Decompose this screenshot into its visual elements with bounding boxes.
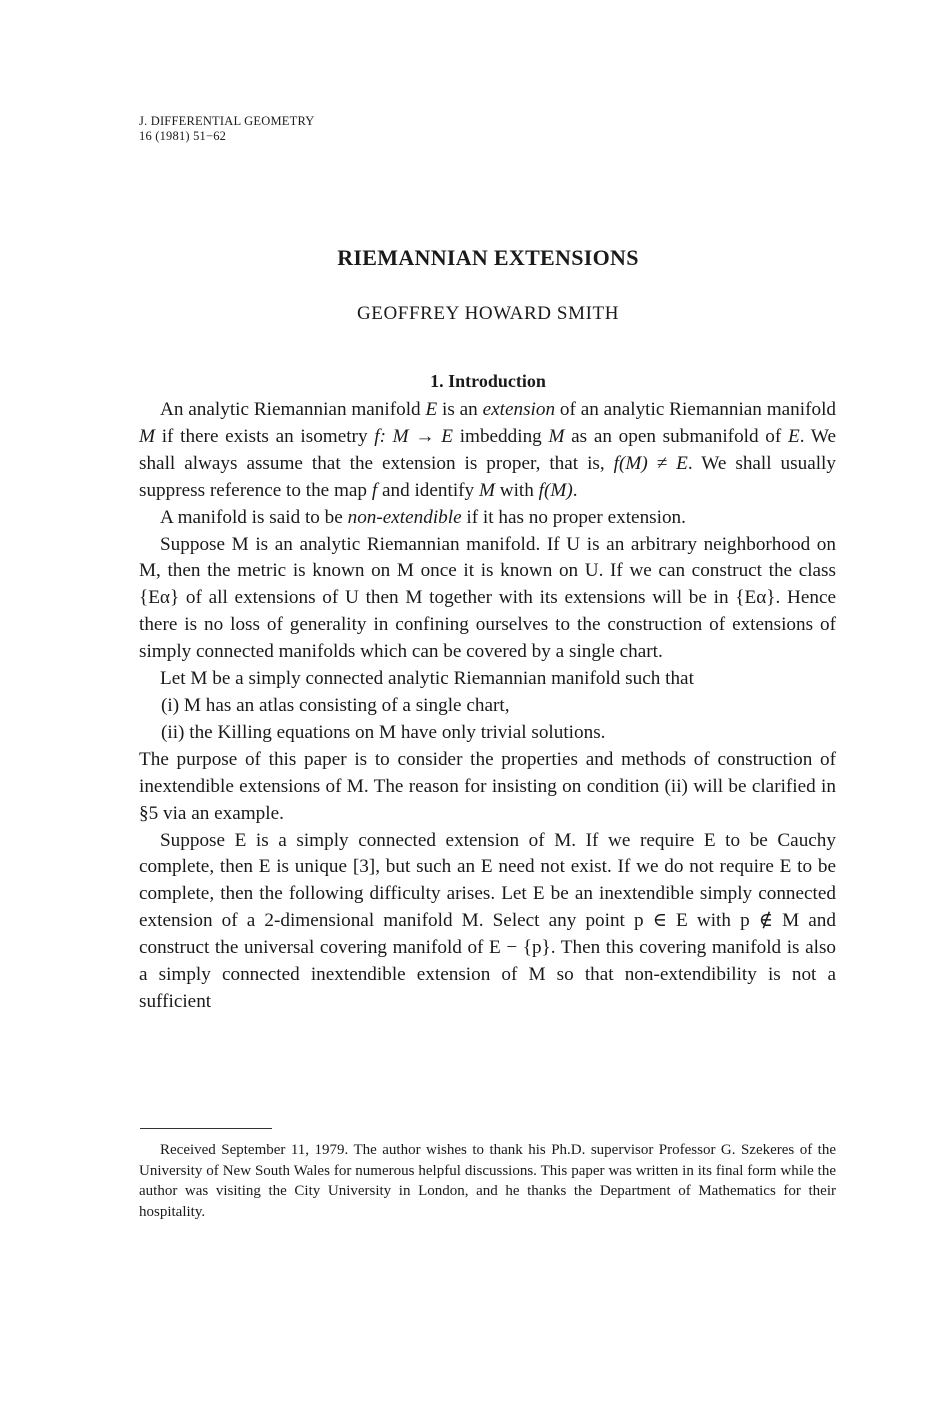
paragraph-1: An analytic Riemannian manifold E is an extension of an analytic Riemannian manifold M if there exists an isometry f: M → E imbedding M as an open submanifold of E. We shall always assume that the extension is proper, that is, f(M) ≠ E. We shall usually suppress reference to the map f and identify M with f(M). xyxy=(139,399,836,501)
paragraph-2: A manifold is said to be non-extendible if it has no proper extension. xyxy=(160,506,686,528)
paragraph-3: Suppose M is an analytic Riemannian manifold. If U is an arbitrary neighborhood on M, then the metric is known on M once it is known on U. If we can construct the class {Eα} of all extensions of U then M together with its extensions will be in {Eα}. Hence there is no loss of generality in confining ourselves to the construction of extensions of simply connected manifolds which can be covered by a single chart. xyxy=(139,533,836,663)
footnote-text: Received September 11, 1979. The author wishes to thank his Ph.D. supervisor Professor G. Szekeres of the University of New South Wales for numerous helpful discussions. This paper was written in its final form while the author was visiting the City University in London, and he thanks the Department of Mathematics for their hospitality. xyxy=(139,1142,836,1220)
paper-author: GEOFFREY HOWARD SMITH xyxy=(356,303,620,324)
journal-reference xyxy=(139,114,315,144)
condition-i: (i) M has an atlas consisting of a single chart, xyxy=(161,694,510,716)
paper-title: RIEMANNIAN EXTENSIONS xyxy=(337,245,639,270)
section-heading: 1. Introduction xyxy=(430,371,546,391)
journal-name: J. DIFFERENTIAL GEOMETRY xyxy=(139,114,315,128)
journal-volume: 16 (1981) 51−62 xyxy=(139,129,227,143)
footnote-divider xyxy=(140,1128,272,1129)
footnote xyxy=(139,1140,836,1222)
condition-ii: (ii) the Killing equations on M have only trivial solutions. xyxy=(161,721,606,743)
body-text xyxy=(139,397,836,1016)
paragraph-5: The purpose of this paper is to consider the properties and methods of construction of inextendible extensions of M. The reason for insisting on condition (ii) will be clarified in §5 via an example. xyxy=(139,748,836,824)
paragraph-6: Suppose E is a simply connected extension of M. If we require E to be Cauchy complete, then E is unique [3], but such an E need not exist. If we do not require E to be complete, then the following difficulty arises. Let E be an inextendible simply connected extension of a 2-dimensional manifold M. Select any point p ∈ E with p ∉ M and construct the universal covering manifold of E − {p}. Then this covering manifold is also a simply connected inextendible extension of M so that non-extendibility is not a sufficient xyxy=(139,829,836,1012)
paragraph-4: Let M be a simply connected analytic Riemannian manifold such that xyxy=(160,668,694,690)
